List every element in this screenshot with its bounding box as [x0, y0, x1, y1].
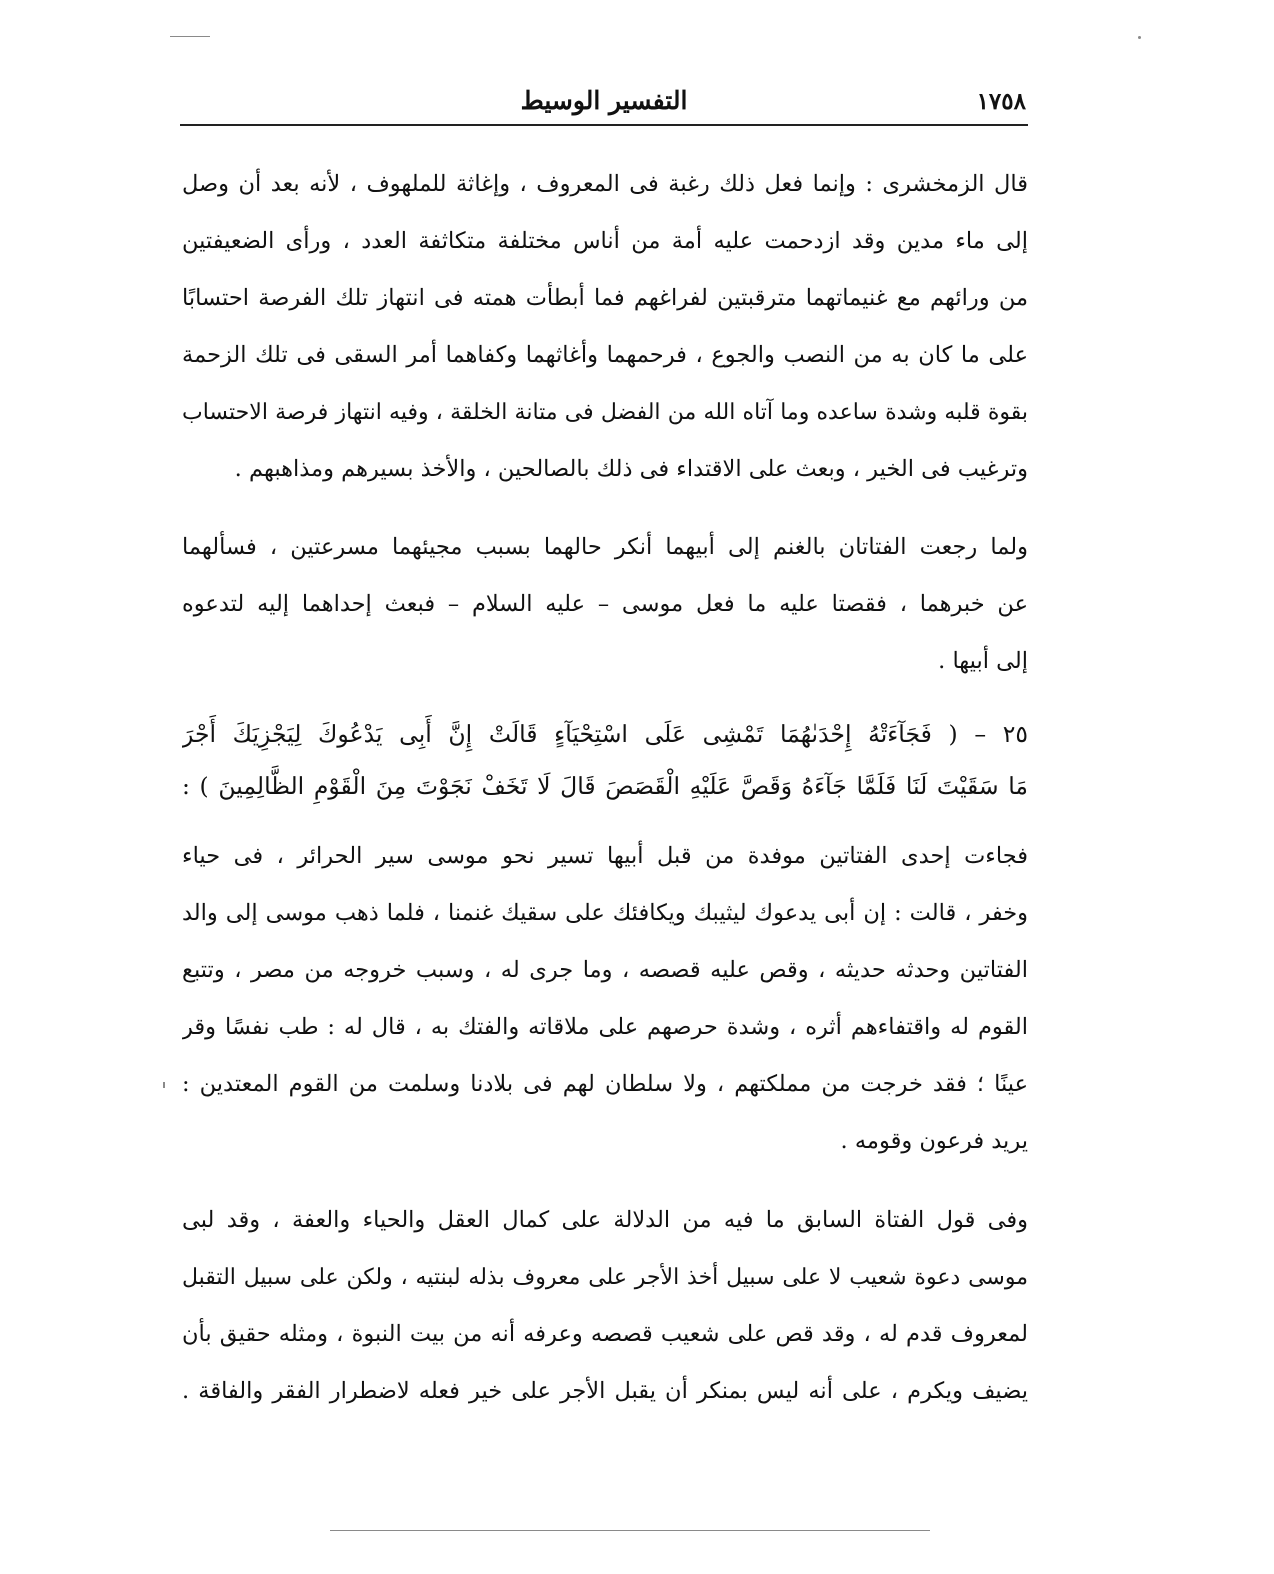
page-header: [180, 82, 1028, 126]
text-line: وفى قول الفتاة السابق ما فيه من الدلالة على كمال العقل والحياء والعفة ، وقد لبى: [182, 1207, 1028, 1233]
text-line: بقوة قلبه وشدة ساعده وما آتاه الله من الفضل فى متانة الخلقة ، وفيه انتهاز فرصة الاحتساب: [182, 400, 1028, 425]
scan-mark-top-left: [170, 36, 210, 37]
text-line: يضيف ويكرم ، على أنه ليس بمنكر أن يقبل الأجر على خير فعله لاضطرار الفقر والفاقة .: [182, 1378, 1028, 1404]
text-line: عن خبرهما ، فقصتا عليه ما فعل موسى – عليه السلام – فبعث إحداهما إليه لتدعوه: [182, 591, 1028, 617]
scan-mark-left-tick: [163, 1082, 165, 1088]
text-line: إلى أبيها .: [938, 648, 1028, 674]
text-line: فجاءت إحدى الفتاتين موفدة من قبل أبيها تسير نحو موسى سير الحرائر ، فى حياء: [182, 843, 1028, 869]
paragraph-girl-speech-lessons: [182, 1192, 1028, 1420]
text-line: وترغيب فى الخير ، وبعث على الاقتداء فى ذلك بالصالحين ، والأخذ بسيرهم ومذاهبهم .: [234, 456, 1028, 482]
verse-line: ٢٥ – ( فَجَآءَتْهُ إِحْدَىٰهُمَا تَمْشِى عَلَى اسْتِحْيَآءٍ قَالَتْ إِنَّ أَبِى يَدْعُوكَ لِيَجْزِيَكَ أَجْرَ: [182, 720, 1028, 748]
text-line: يريد فرعون وقومه .: [840, 1128, 1028, 1154]
quran-verse-25: [182, 708, 1028, 812]
text-line: على ما كان به من النصب والجوع ، فرحمهما وأغاثهما وكفاهما أمر السقى فى تلك الزحمة: [182, 342, 1028, 368]
text-line: ولما رجعت الفتاتان بالغنم إلى أبيهما أنكر حالهما بسبب مجيئهما مسرعتين ، فسألهما: [182, 534, 1028, 560]
text-line: موسى دعوة شعيب لا على سبيل أخذ الأجر على معروف بذله لبنتيه ، ولكن على سبيل التقبل: [182, 1265, 1028, 1290]
text-line: وخفر ، قالت : إن أبى يدعوك ليثيبك ويكافئك على سقيك غنمنا ، فلما ذهب موسى إلى والد: [182, 900, 1028, 926]
text-line: الفتاتين وحدثه حديثه ، وقص عليه قصصه ، وما جرى له ، وسبب خروجه من مصر ، وتتبع: [182, 957, 1028, 983]
text-line: إلى ماء مدين وقد ازدحمت عليه أمة من أناس مختلفة متكاثفة العدد ، ورأى الضعيفتين: [182, 228, 1028, 254]
text-line: القوم له واقتفاءهم أثره ، وشدة حرصهم على ملاقاته والفتك به ، قال له : طب نفسًا وقر: [182, 1014, 1028, 1040]
verse-line: مَا سَقَيْتَ لَنَا فَلَمَّا جَآءَهُ وَقَصَّ عَلَيْهِ الْقَصَصَ قَالَ لَا تَخَفْ نَجَوْتَ مِنَ الْقَوْمِ الظَّالِمِينَ ) :: [182, 772, 1028, 800]
page-number: ١٧٥٨: [976, 88, 1026, 115]
paragraph-return-of-daughters: [182, 519, 1028, 690]
paragraph-zamakhshari-quote: [182, 156, 1028, 498]
text-line: من ورائهم مع غنيماتهما مترقبتين لفراغهم فما أبطأت همته فى انتهاز تلك الفرصة احتسابًا: [182, 285, 1028, 311]
text-line: عينًا ؛ فقد خرجت من مملكتهم ، ولا سلطان لهم فى بلادنا وسلمت من القوم المعتدين :: [182, 1071, 1028, 1097]
scan-mark-top-right: [1138, 36, 1141, 39]
text-line: قال الزمخشرى : وإنما فعل ذلك رغبة فى المعروف ، وإغاثة للملهوف ، لأنه بعد أن وصل: [182, 171, 1028, 197]
text-line: لمعروف قدم له ، وقد قص على شعيب قصصه وعرفه أنه من بيت النبوة ، ومثله حقيق بأن: [182, 1321, 1028, 1347]
running-title: التفسير الوسيط: [520, 86, 688, 115]
scan-mark-bottom: [330, 1530, 930, 1531]
paragraph-verse-commentary: [182, 828, 1028, 1170]
